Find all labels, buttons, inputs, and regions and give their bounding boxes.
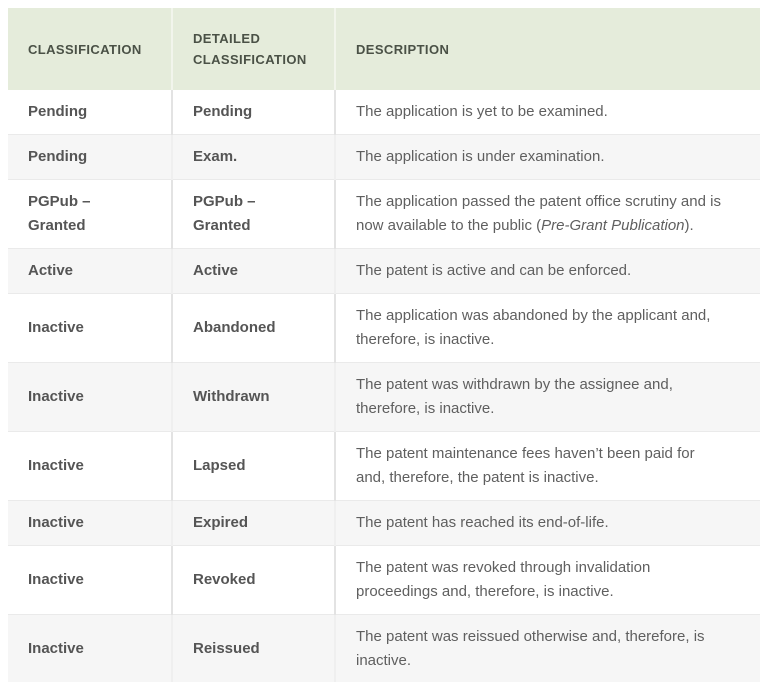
classification-cell: Pending	[28, 103, 88, 120]
detailed-classification-cell: Reissued	[172, 615, 335, 682]
table-body	[8, 90, 760, 682]
table-row	[8, 180, 760, 249]
patent-status-table	[8, 8, 760, 682]
table-row	[8, 90, 760, 135]
description-text: The application is under examination.	[356, 148, 605, 165]
description-text: The patent was reissued otherwise and, therefore, is inactive.	[356, 628, 705, 669]
column-header-detailed-classification: DETAILED CLASSIFICATION	[172, 8, 335, 90]
description-text: The application is yet to be examined.	[356, 103, 608, 120]
description-cell	[335, 180, 760, 249]
column-header-classification: CLASSIFICATION	[8, 8, 172, 90]
column-header-description: DESCRIPTION	[335, 8, 760, 90]
classification-cell: Inactive	[8, 363, 172, 432]
classification-cell: Inactive	[8, 432, 172, 501]
description-cell	[335, 501, 760, 546]
description-text: The patent was revoked through invalidation proceedings and, therefore, is inactive.	[356, 559, 651, 600]
classification-cell: Inactive	[8, 615, 172, 682]
table-row	[8, 501, 760, 546]
description-italic-text: Pre-Grant Publication	[541, 217, 685, 234]
description-cell	[335, 363, 760, 432]
description-cell	[335, 249, 760, 294]
table-row	[8, 546, 760, 615]
detailed-classification-cell: Abandoned	[172, 294, 335, 363]
table-row	[8, 432, 760, 501]
detailed-classification-cell: Pending	[172, 90, 335, 135]
header-row	[8, 8, 760, 90]
description-text: The patent was withdrawn by the assignee and, therefore, is inactive.	[356, 376, 673, 417]
description-text: The patent has reached its end-of-life.	[356, 514, 609, 531]
description-cell	[335, 294, 760, 363]
detailed-classification-cell: Lapsed	[172, 432, 335, 501]
table-row	[8, 135, 760, 180]
description-text: The patent maintenance fees haven’t been paid for and, therefore, the patent is inactive.	[356, 445, 695, 486]
description-cell	[335, 90, 760, 135]
description-cell	[335, 615, 760, 682]
description-text: The patent is active and can be enforced.	[356, 262, 632, 279]
classification-cell: Inactive	[8, 546, 172, 615]
detailed-classification-cell: PGPub – Granted	[172, 180, 335, 249]
table-row	[8, 363, 760, 432]
detailed-classification-cell: Revoked	[172, 546, 335, 615]
classification-cell: Active	[8, 249, 172, 294]
description-cell	[335, 546, 760, 615]
description-cell	[335, 432, 760, 501]
classification-cell: Inactive	[8, 294, 172, 363]
table-row	[8, 249, 760, 294]
detailed-classification-cell: Withdrawn	[172, 363, 335, 432]
description-text: ).	[684, 217, 694, 234]
classification-cell: PGPub – Granted	[8, 180, 172, 249]
description-text: The application passed the patent office scrutiny and is now available to the public (	[356, 193, 721, 234]
description-text: The application was abandoned by the applicant and, therefore, is inactive.	[356, 307, 711, 348]
description-cell	[335, 135, 760, 180]
table-row	[8, 615, 760, 682]
classification-cell: Inactive	[8, 501, 172, 546]
classification-cell: Pending	[8, 135, 172, 180]
detailed-classification-cell: Exam.	[172, 135, 335, 180]
table-header	[8, 8, 760, 90]
detailed-classification-cell: Active	[172, 249, 335, 294]
table-row	[8, 294, 760, 363]
detailed-classification-cell: Expired	[172, 501, 335, 546]
